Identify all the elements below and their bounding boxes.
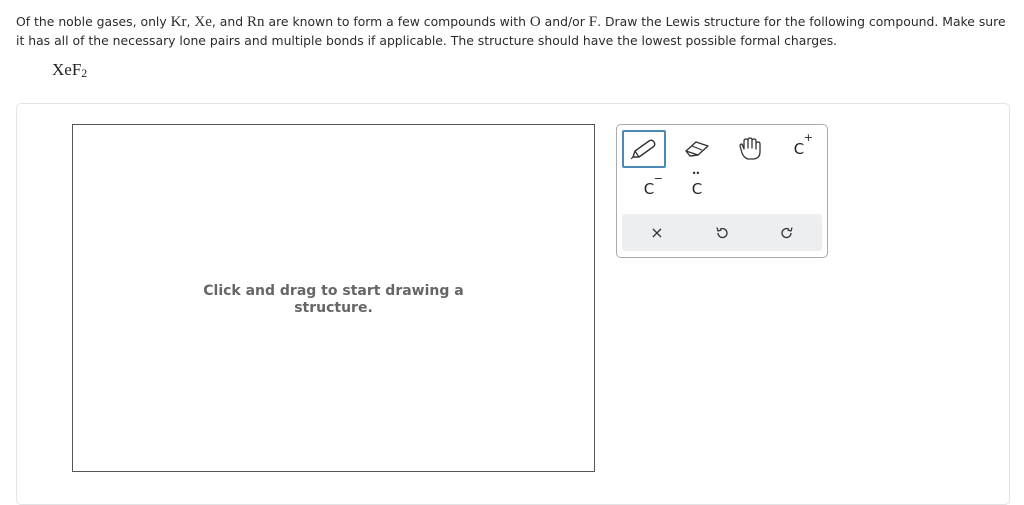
eraser-tool-button[interactable] (675, 130, 719, 168)
formula-base: XeF (52, 60, 82, 79)
question-part-1: Of the noble gases, only (16, 14, 171, 29)
question-comma-1: , (186, 14, 195, 29)
hand-icon (736, 137, 762, 161)
lone-pair-tool-button[interactable] (675, 170, 719, 208)
canvas-hint: Click and drag to start drawing a structure. (203, 283, 464, 316)
question-text (16, 13, 1014, 50)
positive-charge-mark: + (803, 131, 813, 144)
pencil-tool-button[interactable] (622, 130, 666, 168)
question-part-3: and/or (540, 14, 589, 29)
question-part-4: . Draw the Lewis structure for the following compound. Make sure it has all of the necessary lone pairs and multiple bonds if applicable. The structure should have the lowest possible formal charges. (16, 14, 1006, 48)
negative-charge-atom: C (643, 180, 655, 198)
positive-charge-tool-button[interactable] (777, 130, 821, 168)
pencil-icon (629, 138, 659, 160)
action-bar (622, 214, 822, 251)
redo-icon (780, 226, 794, 240)
drawing-canvas[interactable] (72, 124, 595, 472)
element-xe: Xe (194, 14, 212, 30)
undo-icon (715, 226, 729, 240)
redo-button[interactable] (767, 214, 807, 251)
element-kr: Kr (170, 14, 187, 30)
lone-pair-icon (691, 169, 703, 198)
element-f: F (588, 14, 598, 30)
hand-tool-button[interactable] (727, 130, 771, 168)
negative-charge-icon (643, 172, 663, 198)
drawing-toolbox (616, 124, 828, 258)
element-rn: Rn (247, 14, 265, 30)
clear-button[interactable] (637, 214, 677, 251)
question-comma-2: , and (211, 14, 248, 29)
formula-subscript: 2 (81, 66, 88, 80)
close-icon: × (650, 223, 664, 242)
compound-formula (52, 60, 87, 80)
element-o: O (529, 14, 541, 30)
positive-charge-icon (793, 131, 813, 158)
undo-button[interactable] (702, 214, 742, 251)
negative-charge-mark: − (653, 172, 663, 185)
question-part-2: are known to form a few compounds with (264, 14, 530, 29)
positive-charge-atom: C (793, 140, 805, 158)
eraser-icon (683, 138, 711, 160)
lone-pair-dots: •• (691, 169, 700, 178)
negative-charge-tool-button[interactable] (627, 170, 671, 208)
lone-pair-atom: C (691, 180, 703, 198)
